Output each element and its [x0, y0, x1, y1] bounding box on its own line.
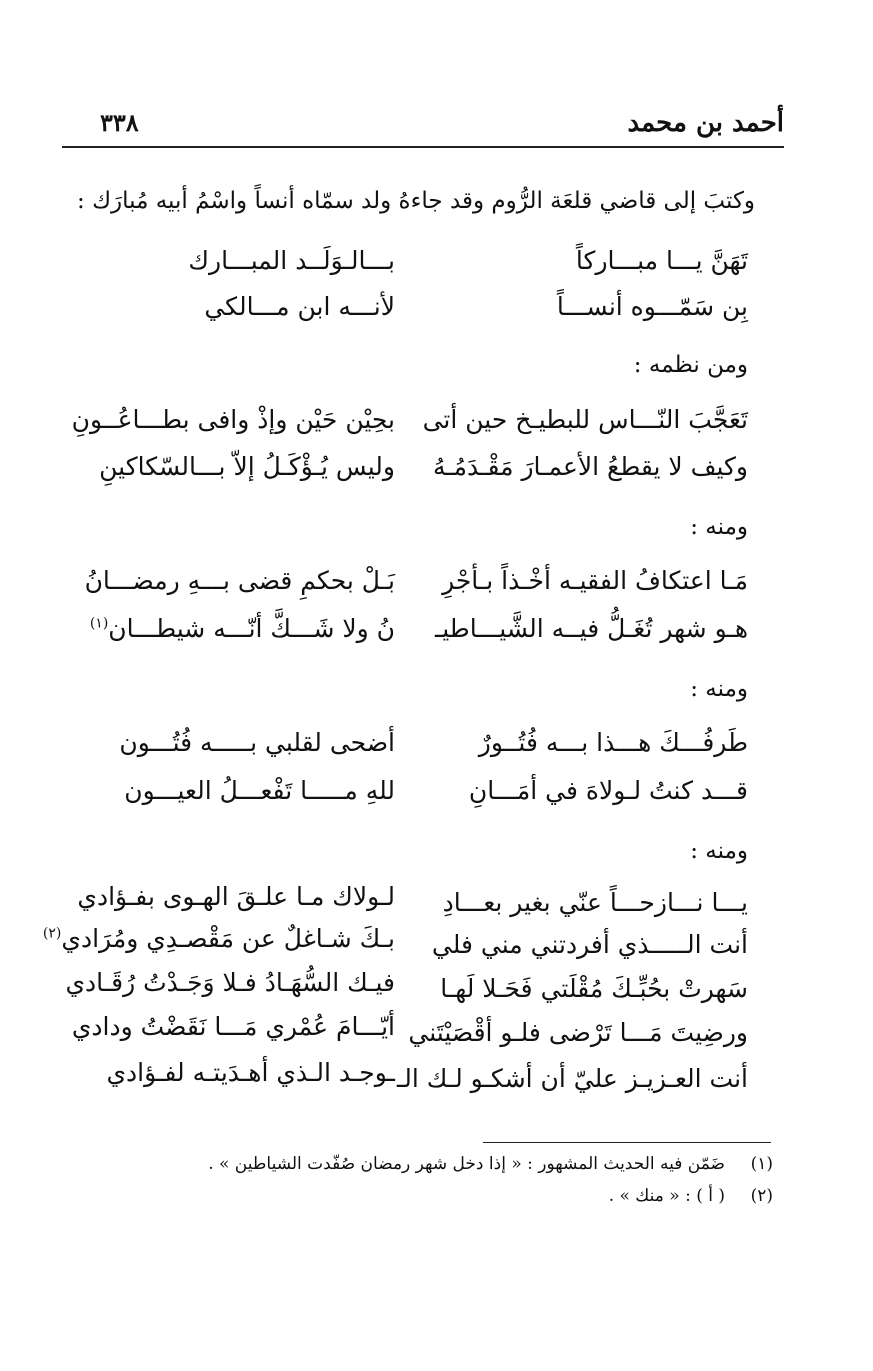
verse-sadr: أنت العـزيـز عليّ أن أشكـو لـك الـ: [396, 1064, 748, 1093]
verse-sadr: بِن سَمّـــوه أنســـاً: [556, 292, 748, 321]
verse-ajuz: أيّـــامَ عُمْري مَـــا نَقَضْتُ ودادي: [71, 1012, 395, 1041]
verse-ajuz: بـــالـوَلَــد المبـــارك: [188, 246, 395, 275]
verse-sadr: مَـا اعتكافُ الفقيـه أخْـذاً بـأجْرِ: [442, 566, 748, 595]
verse-ajuz: وليس يُـؤْكَـلُ إلاّ بـــالسّكاكينِ: [99, 452, 395, 481]
verse-sadr: تَعَجَّبَ النّـــاس للبطيـخ حين أتى: [422, 405, 748, 434]
footnote-rule: [483, 1142, 771, 1143]
verse-sadr: قـــد كنتُ لـولاهَ في أمَـــانِ: [468, 776, 748, 805]
verse-ajuz: فيـك السُّهَـادُ فـلا وَجَـدْتُ رُقَـادي: [65, 968, 395, 997]
footnote-number: (٢): [750, 1186, 773, 1206]
running-head-author: أحمد بن محمد: [627, 108, 784, 138]
page-header: [62, 108, 784, 144]
verse-ajuz-text: نُ ولا شَـــكَّ أنّـــه شيطـــان: [108, 614, 395, 643]
header-rule: [62, 146, 784, 148]
footnote-marker: (٢): [42, 925, 62, 942]
verse-ajuz-text: بـكَ شـاغلٌ عن مَقْصـدِي ومُرَادي: [61, 924, 395, 953]
verse-ajuz: بَـلْ بحكمِ قضى بـــهِ رمضـــانُ: [84, 566, 395, 595]
page-number: ٣٣٨: [100, 108, 139, 137]
verse-sadr: أنت الـــــذي أفردتني مني فلي: [431, 930, 748, 959]
footnote-marker: (١): [89, 615, 109, 632]
intro-paragraph: وكتبَ إلى قاضي قلعَة الرُّوم وقد جاءهُ ولد سمّاه أنساً واسْمُ أبيه مُبارَك :: [77, 188, 755, 214]
footnote: [609, 1186, 773, 1206]
section-heading: ومنه :: [690, 514, 748, 540]
verse-sadr: يـــا نـــازحـــاً عنّي بغير بعـــادِ: [442, 888, 748, 917]
verse-sadr: سَهرتْ بحُبِّـكَ مُقْلَتي فَحَـلا لَهـا: [440, 974, 748, 1003]
verse-sadr: ورضِيتَ مَـــا تَرْضى فلـو أقْصَيْتَني: [408, 1018, 748, 1047]
verse-ajuz: لأنـــه ابن مـــالكي: [204, 292, 395, 321]
verse-ajuz: [75, 614, 395, 643]
section-heading: ومنه :: [690, 838, 748, 864]
verse-sadr: وكيف لا يقطعُ الأعمـارَ مَقْـدَمُـهُ: [432, 452, 748, 481]
verse-ajuz: لـولاك مـا علـقَ الهـوى بفـؤادي: [77, 882, 395, 911]
verse-sadr: طَرفُـــكَ هـــذا بـــه فُتُــورٌ: [478, 728, 748, 757]
verse-ajuz: [42, 924, 395, 953]
verse-ajuz: بحِيْن حَيْن وإذْ وافى بطـــاعُــونِ: [71, 405, 395, 434]
verse-ajuz: للهِ مـــــا تَفْعـــلُ العيـــون: [124, 776, 395, 805]
verse-sadr: تَهَنَّ يـــا مبـــاركاً: [575, 246, 748, 275]
verse-ajuz: أضحى لقلبي بـــــه فُتُـــون: [119, 728, 395, 757]
section-heading: ومنه :: [690, 676, 748, 702]
verse-ajuz: ـوجـد الـذي أهـدَيتـه لفـؤادي: [106, 1058, 395, 1087]
footnote-text: ضَمّن فيه الحديث المشهور : « إذا دخل شهر رمضان صُفّدت الشياطين » .: [208, 1154, 725, 1174]
footnote-number: (١): [750, 1154, 773, 1174]
footnote: [208, 1154, 773, 1174]
verse-sadr: هـو شهر تُغَـلُّ فيــه الشَّيـــاطيـ: [434, 614, 748, 643]
footnote-text: ( أ ) : « منك » .: [608, 1186, 725, 1206]
section-heading: ومن نظمه :: [633, 352, 748, 378]
